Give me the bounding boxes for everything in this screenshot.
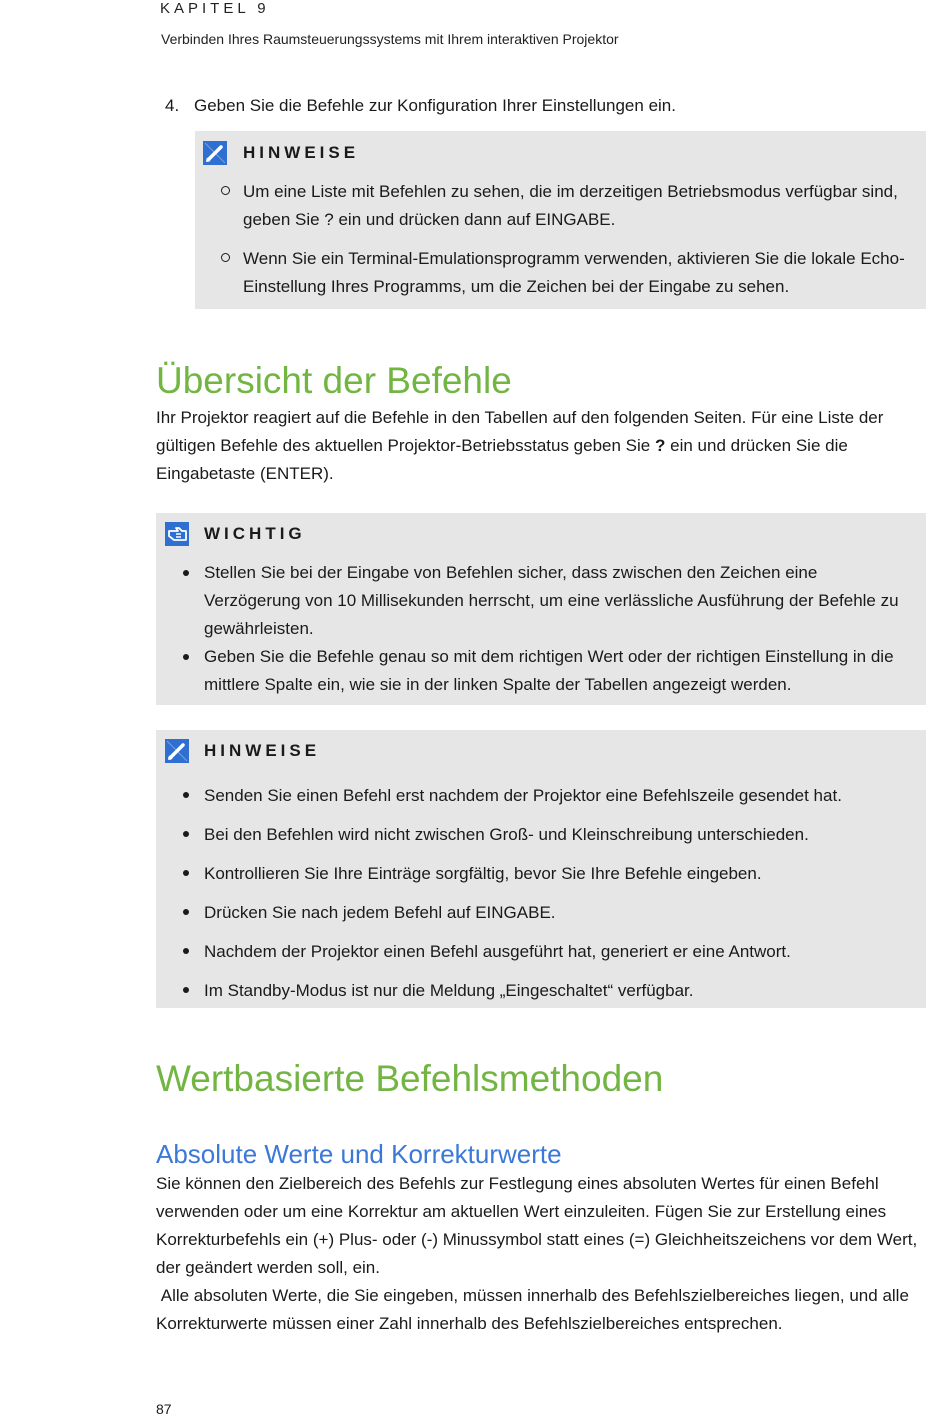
section-heading: Wertbasierte Befehlsmethoden [156,1058,664,1099]
step-item [165,96,676,116]
bullet-icon [183,792,189,798]
important-list [204,559,914,699]
list-item: Stellen Sie bei der Eingabe von Befehlen sicher, dass zwischen den Zeichen eine Verzögerung von 10 Millisekunden herrscht, um eine verlässliche Ausführung der Befehle zu gewährleisten. [204,559,914,643]
bullet-icon [183,654,189,660]
note-box [195,131,926,309]
note-title: HINWEISE [204,741,321,760]
step-text: Geben Sie die Befehle zur Konfiguration Ihrer Einstellungen ein. [194,96,676,115]
pencil-icon [203,141,227,165]
bullet-icon [183,570,189,576]
list-item: Nachdem der Projektor einen Befehl ausgeführt hat, generiert er eine Antwort. [204,932,914,971]
list-item: Drücken Sie nach jedem Befehl auf EINGABE. [204,893,914,932]
pointing-hand-icon [165,522,189,546]
note-box [156,730,926,1008]
page-number: 87 [156,1401,172,1417]
subsection-heading: Absolute Werte und Korrekturwerte [156,1139,562,1169]
list-item: Kontrollieren Sie Ihre Einträge sorgfältig, bevor Sie Ihre Befehle eingeben. [204,854,914,893]
section-paragraph: Alle absoluten Werte, die Sie eingeben, müssen innerhalb des Befehlszielbereiches liegen, und alle Korrekturwerte müssen einer Zahl innerhalb des Befehlszielbereiches entsprechen. [156,1286,909,1333]
list-item: Geben Sie die Befehle genau so mit dem richtigen Wert oder der richtigen Einstellung in die mittlere Spalte ein, wie sie in der linken Spalte der Tabellen angezeigt werden. [204,643,914,699]
list-item: Im Standby-Modus ist nur die Meldung „Eingeschaltet“ verfügbar. [204,971,914,1010]
question-mark: ? [655,436,666,455]
section-paragraph: Ihr Projektor reagiert auf die Befehle in den Tabellen auf den folgenden Seiten. Für eine Liste der gültigen Befehle des aktuellen Projektor-Betriebsstatus geben Sie ? ein und drücken Sie die Eingabetaste (ENTER). [156,408,884,483]
list-item: Um eine Liste mit Befehlen zu sehen, die im derzeitigen Betriebsmodus verfügbar sind, geben Sie ? ein und drücken dann auf EINGABE. [243,178,913,234]
list-item: Senden Sie einen Befehl erst nachdem der Projektor eine Befehlszeile gesendet hat. [204,776,914,815]
circle-bullet-icon [221,186,230,195]
bullet-icon [183,870,189,876]
circle-bullet-icon [221,253,230,262]
section-heading: Übersicht der Befehle [156,360,512,401]
important-title: WICHTIG [204,524,306,543]
list-item: Bei den Befehlen wird nicht zwischen Groß- und Kleinschreibung unterschieden. [204,815,914,854]
note-list [243,178,913,301]
pencil-icon [165,739,189,763]
list-item: Wenn Sie ein Terminal-Emulationsprogramm verwenden, aktivieren Sie die lokale Echo-Einstellung Ihres Programms, um die Zeichen bei der Eingabe zu sehen. [243,245,913,301]
section-paragraph: Sie können den Zielbereich des Befehls zur Festlegung eines absoluten Wertes für einen Befehl verwenden oder um eine Korrektur am aktuellen Wert einzuleiten. Fügen Sie zur Erstellung eines Korrekturbefehls ein (+) Plus- oder (-) Minussymbol statt eines (=) Gleichheitszeichens vor dem Wert, der geändert werden soll, ein. [156,1174,918,1277]
chapter-label: KAPITEL 9 [160,0,270,17]
bullet-icon [183,987,189,993]
step-number: 4. [165,96,180,115]
bullet-icon [183,831,189,837]
bullet-icon [183,909,189,915]
chapter-subtitle: Verbinden Ihres Raumsteuerungssystems mit Ihrem interaktiven Projektor [161,31,619,47]
note-list [204,776,914,1010]
bullet-icon [183,948,189,954]
note-title: HINWEISE [243,143,360,162]
important-box [156,513,926,705]
